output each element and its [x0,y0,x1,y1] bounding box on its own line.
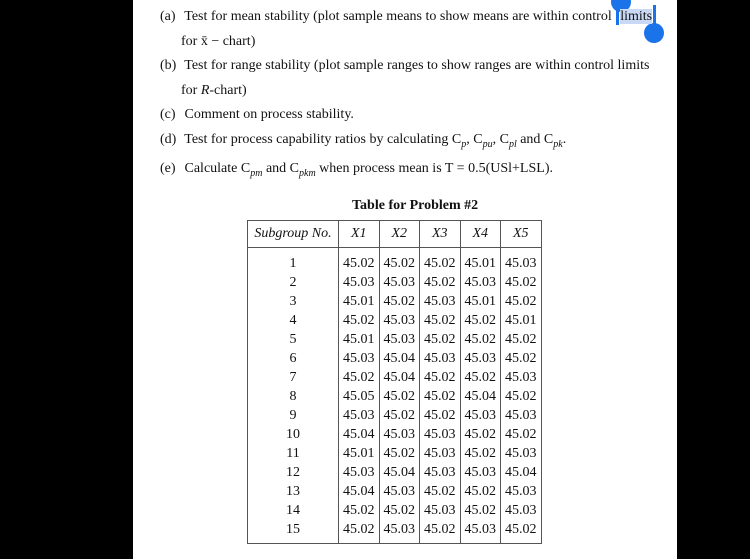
subgroup-cell: 9 [248,406,339,425]
value-cell: 45.02 [460,501,501,520]
value-cell: 45.02 [339,311,380,330]
value-cell: 45.04 [379,463,420,482]
table-row [248,425,542,444]
value-cell: 45.03 [379,273,420,292]
value-cell: 45.03 [501,444,542,463]
value-cell: 45.02 [420,248,461,274]
item-e [160,157,670,186]
value-cell: 45.03 [420,444,461,463]
value-cell: 45.02 [379,248,420,274]
value-cell: 45.02 [501,292,542,311]
item-d-text: Test for process capability ratios by calculating C [184,131,462,147]
value-cell: 45.03 [460,273,501,292]
value-cell: 45.03 [460,520,501,544]
header-x4: X4 [460,221,501,248]
value-cell: 45.03 [501,482,542,501]
value-cell: 45.03 [501,368,542,387]
table-row [248,273,542,292]
item-a-text: Test for mean stability (plot sample means to show means are within control [184,9,612,24]
value-cell: 45.02 [460,425,501,444]
cpm-sub: pm [250,167,263,179]
table-body [248,248,542,544]
subgroup-cell: 15 [248,520,339,544]
item-b-text: Test for range stability (plot sample ranges to show ranges are within control limits [184,58,650,73]
cp-sub: p [461,138,467,150]
value-cell: 45.03 [379,482,420,501]
value-cell: 45.02 [379,501,420,520]
problem-list [160,5,670,186]
value-cell: 45.03 [420,425,461,444]
header-x2: X2 [379,221,420,248]
value-cell: 45.04 [379,368,420,387]
item-a-label: (a) [160,9,176,24]
value-cell: 45.02 [420,520,461,544]
table-row [248,444,542,463]
value-cell: 45.04 [501,463,542,482]
value-cell: 45.03 [379,311,420,330]
value-cell: 45.03 [420,292,461,311]
cpu-c: C [473,131,483,147]
header-subgroup: Subgroup No. [248,221,339,248]
item-b-cont-pre: for [181,82,201,98]
value-cell: 45.02 [379,387,420,406]
value-cell: 45.01 [339,330,380,349]
subgroup-cell: 2 [248,273,339,292]
header-x3: X3 [420,221,461,248]
value-cell: 45.03 [379,520,420,544]
cpl-c: C [499,131,509,147]
table-header-row [248,221,542,248]
value-cell: 45.02 [420,406,461,425]
value-cell: 45.02 [420,482,461,501]
value-cell: 45.03 [420,349,461,368]
value-cell: 45.03 [379,330,420,349]
document-page [133,0,677,559]
subgroup-cell: 1 [248,248,339,274]
table-title: Table for Problem #2 [352,198,479,213]
value-cell: 45.02 [460,482,501,501]
value-cell: 45.02 [379,444,420,463]
item-b-label: (b) [160,58,177,73]
value-cell: 45.03 [420,463,461,482]
cpk-sub: pk [553,138,563,150]
table-row [248,368,542,387]
value-cell: 45.02 [501,273,542,292]
cpkm-sub: pkm [299,167,316,179]
value-cell: 45.01 [501,311,542,330]
value-cell: 45.02 [501,425,542,444]
item-e-rest: when process mean is T = 0.5(USl+LSL). [319,160,553,176]
subgroup-cell: 3 [248,292,339,311]
value-cell: 45.02 [460,330,501,349]
value-cell: 45.03 [379,425,420,444]
table-row [248,292,542,311]
item-b-continuation [160,79,670,104]
value-cell: 45.02 [460,311,501,330]
item-d: (d) Test for process capability ratios by calculating $C_p$, $C_{pu}$, $C_{pl}$ and $C_{pk}$. [160,128,670,157]
value-cell: 45.02 [339,368,380,387]
value-cell: 45.03 [501,501,542,520]
value-cell: 45.01 [460,292,501,311]
table-row [248,520,542,544]
value-cell: 45.02 [460,368,501,387]
table-row [248,463,542,482]
subgroup-cell: 8 [248,387,339,406]
value-cell: 45.03 [339,349,380,368]
item-a [160,5,670,54]
cpu-sub: pu [482,138,493,150]
value-cell: 45.04 [379,349,420,368]
value-cell: 45.03 [501,248,542,274]
value-cell: 45.03 [339,273,380,292]
value-cell: 45.03 [460,349,501,368]
value-cell: 45.04 [339,482,380,501]
value-cell: 45.01 [339,292,380,311]
table-row [248,501,542,520]
value-cell: 45.04 [460,387,501,406]
value-cell: 45.02 [501,330,542,349]
table-row [248,248,542,274]
value-cell: 45.02 [501,349,542,368]
data-table [247,220,542,544]
subgroup-cell: 11 [248,444,339,463]
value-cell: 45.02 [501,520,542,544]
item-d-label: (d) [160,131,177,147]
value-cell: 45.02 [420,330,461,349]
value-cell: 45.01 [339,444,380,463]
item-e-text: Calculate C [184,160,251,176]
value-cell: 45.05 [339,387,380,406]
table-row [248,387,542,406]
cpk-c: and C [520,131,554,147]
item-c-label: (c) [160,107,176,122]
subgroup-cell: 4 [248,311,339,330]
subgroup-cell: 10 [248,425,339,444]
value-cell: 45.01 [460,248,501,274]
value-cell: 45.03 [460,406,501,425]
text-cursor-end [653,5,656,25]
subgroup-cell: 13 [248,482,339,501]
value-cell: 45.02 [379,292,420,311]
item-e-label: (e) [160,160,176,176]
subgroup-cell: 12 [248,463,339,482]
value-cell: 45.02 [339,248,380,274]
item-b-cont-r: R [200,82,210,98]
item-b [160,54,670,103]
value-cell: 45.03 [460,463,501,482]
table-row [248,482,542,501]
item-c-text: Comment on process stability. [184,107,354,122]
subgroup-cell: 5 [248,330,339,349]
subgroup-cell: 6 [248,349,339,368]
table-row [248,330,542,349]
text-cursor-start [616,5,619,25]
table-row [248,349,542,368]
header-x1: X1 [339,221,380,248]
value-cell: 45.02 [339,520,380,544]
value-cell: 45.02 [420,311,461,330]
item-b-cont-post: -chart) [209,82,247,98]
table-row [248,406,542,425]
value-cell: 45.02 [460,444,501,463]
value-cell: 45.02 [501,387,542,406]
value-cell: 45.03 [339,406,380,425]
subgroup-cell: 7 [248,368,339,387]
value-cell: 45.02 [339,501,380,520]
value-cell: 45.02 [420,368,461,387]
subgroup-cell: 14 [248,501,339,520]
table-row [248,311,542,330]
cpl-sub: pl [508,138,517,150]
value-cell: 45.03 [420,501,461,520]
item-c [160,103,670,128]
header-x5: X5 [501,221,542,248]
value-cell: 45.02 [420,273,461,292]
item-a-continuation: for x̄ − chart) [181,33,256,49]
selected-text[interactable]: limits [620,9,653,24]
value-cell: 45.03 [339,463,380,482]
value-cell: 45.02 [379,406,420,425]
value-cell: 45.03 [501,406,542,425]
value-cell: 45.02 [420,387,461,406]
value-cell: 45.04 [339,425,380,444]
cpkm-c: and C [265,160,299,176]
